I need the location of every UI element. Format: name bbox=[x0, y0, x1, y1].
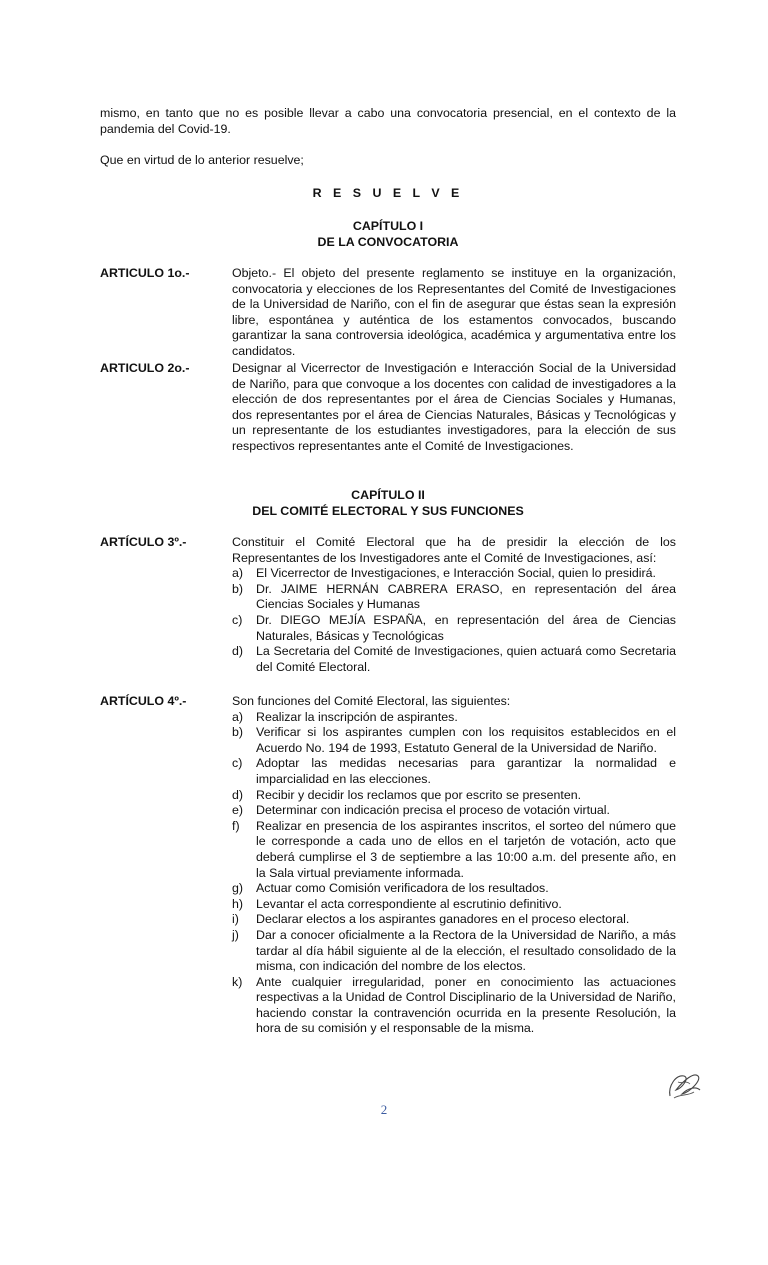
list-item bbox=[232, 582, 676, 613]
article-4-text: Son funciones del Comité Electoral, las siguientes: bbox=[232, 694, 511, 708]
list-letter: a) bbox=[232, 566, 244, 581]
list-text: La Secretaria del Comité de Investigaciones, quien actuará como Secretaria del Comité Electoral. bbox=[256, 644, 676, 674]
list-item bbox=[232, 566, 676, 582]
list-text: Dr. JAIME HERNÁN CABRERA ERASO, en representación del área Ciencias Sociales y Humanas bbox=[256, 581, 676, 612]
list-text: Declarar electos a los aspirantes ganadores en el proceso electoral. bbox=[256, 912, 630, 927]
article-3-body bbox=[232, 535, 676, 675]
list-text: Recibir y decidir los reclamos que por escrito se presenten. bbox=[256, 787, 582, 802]
list-item bbox=[232, 756, 676, 787]
list-text: Dar a conocer oficialmente a la Rectora de la Universidad de Nariño, a más tardar al día hábil siguiente al de la elección, el resultado consolidado de la misma, con indicación del nombre de los electos. bbox=[256, 927, 676, 974]
list-letter: j) bbox=[232, 927, 239, 942]
list-letter: f) bbox=[232, 818, 240, 833]
resolve-intro: Que en virtud de lo anterior resuelve; bbox=[100, 153, 304, 167]
chapter-2-subtitle: DEL COMITÉ ELECTORAL Y SUS FUNCIONES bbox=[252, 504, 524, 518]
article-3-label: ARTÍCULO 3º.- bbox=[100, 535, 187, 549]
chapter-1-subtitle: DE LA CONVOCATORIA bbox=[317, 235, 459, 249]
article-3-text: Constituir el Comité Electoral que ha de presidir la elección de los Representantes de los Investigadores ante el Comité de Investigaciones, así: bbox=[232, 535, 676, 565]
list-text: Realizar en presencia de los aspirantes inscritos, el sorteo del número que le corresponde a cada uno de ellos en el tarjetón de votación, acto que deberá cumplirse el 3 de septiembre a las 10:00 a.m. del presente año, en la Sala virtual previamente informada. bbox=[256, 818, 676, 880]
article-4-label: ARTÍCULO 4º.- bbox=[100, 694, 187, 708]
list-text: Ante cualquier irregularidad, poner en conocimiento las actuaciones respectivas a la Unidad de Control Disciplinario de la Universidad de Nariño, haciendo constar la contravención ocurrida en la presente Resolución, la hora de su comisión y el responsable de la misma. bbox=[256, 974, 676, 1036]
list-letter: c) bbox=[232, 756, 243, 771]
chapter-2-title: CAPÍTULO II bbox=[351, 488, 425, 502]
list-item bbox=[232, 819, 676, 881]
chapter-1-title: CAPÍTULO I bbox=[352, 219, 424, 233]
article-3-list bbox=[232, 566, 676, 675]
list-letter: b) bbox=[232, 725, 244, 740]
signature-mark bbox=[664, 1066, 704, 1104]
list-letter: k) bbox=[232, 974, 243, 989]
list-item bbox=[232, 788, 676, 804]
list-text: Dr. DIEGO MEJÍA ESPAÑA, en representación del área de Ciencias Naturales, Básicas y Tecnológicas bbox=[256, 612, 676, 643]
list-item bbox=[232, 803, 676, 819]
list-letter: b) bbox=[232, 581, 244, 596]
intro-continuation: mismo, en tanto que no es posible llevar a cabo una convocatoria presencial, en el contexto de la pandemia del Covid-19. bbox=[100, 106, 676, 136]
list-text: Levantar el acta correspondiente al escrutinio definitivo. bbox=[256, 896, 562, 911]
list-text: Adoptar las medidas necesarias para garantizar la normalidad e imparcialidad en las elecciones. bbox=[256, 756, 676, 786]
list-text: Determinar con indicación precisa el proceso de votación virtual. bbox=[256, 803, 610, 818]
article-2-label: ARTICULO 2o.- bbox=[100, 361, 190, 375]
list-item bbox=[232, 613, 676, 644]
list-item bbox=[232, 710, 676, 726]
list-letter: i) bbox=[232, 912, 239, 927]
list-item bbox=[232, 897, 676, 913]
list-text: Verificar si los aspirantes cumplen con los requisitos establecidos en el Acuerdo No. 194 de 1993, Estatuto General de la Universidad de Nariño. bbox=[256, 725, 676, 755]
list-letter: a) bbox=[232, 709, 244, 724]
resuelve-heading: R E S U E L V E bbox=[312, 186, 464, 200]
list-text: El Vicerrector de Investigaciones, e Interacción Social, quien lo presidirá. bbox=[256, 566, 656, 581]
list-letter: d) bbox=[232, 787, 244, 802]
list-letter: e) bbox=[232, 803, 244, 818]
page-number: 2 bbox=[380, 1102, 388, 1117]
article-4-body bbox=[232, 694, 676, 1037]
list-item bbox=[232, 881, 676, 897]
article-4-list bbox=[232, 710, 676, 1037]
list-text: Actuar como Comisión verificadora de los resultados. bbox=[256, 881, 549, 896]
list-item bbox=[232, 912, 676, 928]
list-item bbox=[232, 975, 676, 1037]
article-2-text: Designar al Vicerrector de Investigación e Interacción Social de la Universidad de Nariño, para que convoque a los docentes con calidad de investigadores a la elección de dos representantes por el área de Ciencias Sociales y Humanas, dos representantes por el área de Ciencias Naturales, Básicas y Tecnológicas y un representante de los estudiantes investigadores, para la elección de sus respectivos representantes ante el Comité de Investigaciones. bbox=[232, 361, 676, 453]
article-1-text: Objeto.- El objeto del presente reglamento se instituye en la organización, convocatoria y elecciones de los Representantes del Comité de Investigaciones de la Universidad de Nariño, con el fin de asegurar que éstas sean la expresión libre, espontánea y auténtica de los estamentos convocados, buscando garantizar la sana controversia ideológica, académica y argumentativa entre los candidatos. bbox=[232, 266, 676, 358]
list-text: Realizar la inscripción de aspirantes. bbox=[256, 709, 458, 724]
list-item bbox=[232, 644, 676, 675]
list-letter: h) bbox=[232, 896, 244, 911]
list-item bbox=[232, 725, 676, 756]
list-item bbox=[232, 928, 676, 975]
list-letter: g) bbox=[232, 881, 244, 896]
list-letter: c) bbox=[232, 612, 243, 627]
article-1-label: ARTICULO 1o.- bbox=[100, 266, 190, 280]
list-letter: d) bbox=[232, 644, 244, 659]
